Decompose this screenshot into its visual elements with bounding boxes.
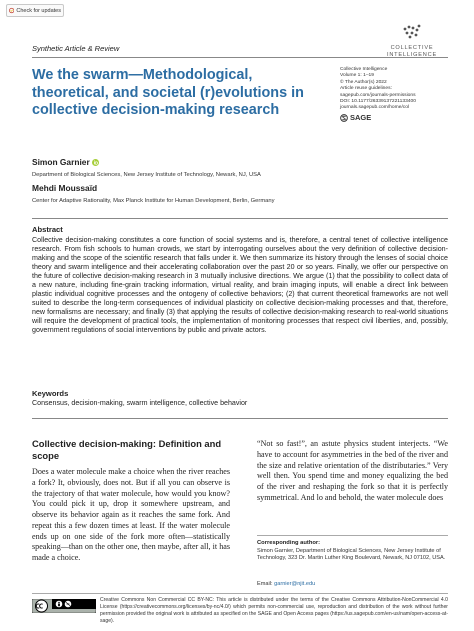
collective-intelligence-logo-icon [401,24,423,40]
sage-icon [340,114,348,122]
column-2-body-text: “Not so fast!”, an astute physics student interjects. “We have to account for asymmetries in the bed of the river and the size and relative orientation of the distributaries.” Very well then. You spend time and money equalizing the bed of the river and reshaping the fork so that it is perfectly symmetrical. And lo and behold, the water molecule does [257,439,448,502]
article-type-label: Synthetic Article & Review [32,44,120,53]
publisher-name: SAGE [350,112,372,122]
author-block-2 [32,178,275,204]
email-label: Email: [257,581,273,587]
correspondence-heading: Corresponding author: [257,540,321,546]
logo-line-2: INTELLIGENCE [386,52,437,58]
logo-line-1: COLLECTIVE [390,45,434,51]
correspondence-divider [257,535,448,536]
meta-journal-link[interactable]: journals.sagepub.com/home/col [340,105,410,111]
abstract-heading: Abstract [32,225,63,234]
meta-copyright: © The Author(s) 2022 [340,79,387,85]
author-affiliation: Center for Adaptive Rationality, Max Planck Institute for Human Development, Berlin, Germany [32,198,275,204]
publisher-logo [340,114,460,122]
abstract-divider [32,218,448,219]
abstract-text: Collective decision-making constitutes a core function of social systems and is, therefore, a central tenet of collective intelligence research. From fish schools to human crowds, we start by interrogating ourselves about the very definition of collective decision-making and the scope of the scientific research that falls under it. We then summarize its history through the lenses of social choice theory and swarm intelligence and their accelerating collaboration over the past 20 or so years. Finally, we offer our perspective on the future of collective decision-making research in 3 mutually inclusive directions. We argue (1) that the possibility to collect data of a new nature, including fine-grain tracking information, virtual reality, and brain imaging inputs, will enable a direct link between plastic individual cognitive processes and the ontogeny of collective behaviors; (2) that current theoretical frameworks are not well suited to describe the long-term consequences of individual plasticity on collective decision-making processes and that, therefore, new formalisms are necessary; and finally (3) that applying the results of collective decision-making research to real-world situations will require the development of practical tools, the implementation of monitoring processes that respect civil liberties, and, possibly, government regulations of social interventions by public and private actors. [32,236,448,335]
author-name: Simon Garnier [32,157,90,167]
check-for-updates-label: Check for updates [16,7,61,14]
author-name: Mehdi Moussaïd [32,183,98,193]
license-text: Creative Commons Non Commercial CC BY-NC: This article is distributed under the terms of the Creative Commons Attribution-NonCommercial 4.0 License (https://creativecommons.org/licenses/by-nc/4.0/) which permits non-commercial use, reproduction and distribution of the work without further permission provided the original work is attributed as specified on the SAGE and Open Access pages (https://us.sagepub.com/en-us/nam/open-access-at-sage). [100,597,448,625]
email-link[interactable]: garnier@njit.edu [274,581,316,587]
section-heading: Collective decision-making: Definition and scope [32,438,222,461]
correspondence-email-row [257,581,315,587]
body-divider [32,418,448,419]
meta-doi[interactable]: DOI: 10.1177/26339137221133400 [340,99,416,105]
section-body-text: Does a water molecule make a choice when the river reaches a fork? It, obviously, does not. But if all you can observe is the trajectory of that water molecule, how would you know? You could pick it up, drop it somewhere upstream, and observe its behavior again as it reaches the same fork. And repeat this a few dozen times at least. If the water molecule ends up on one side of the fork more often—statistically speaking—than on the other one, then maybe, after all, it has made a choice. [32,467,230,562]
journal-logo [376,24,448,59]
header-divider [32,57,448,58]
article-title: We the swarm—Methodological, theoretical, and societal (r)evolutions in collective decision-making research [32,67,304,118]
keywords-heading: Keywords [32,389,69,398]
license-divider [32,593,448,594]
journal-meta [340,67,460,122]
meta-journal: Collective Intelligence [340,67,388,72]
meta-reuse: Article reuse guidelines: [340,86,392,92]
cc-by-nc-icon[interactable] [32,599,96,613]
check-for-updates-badge[interactable] [6,4,64,17]
author-block-1 [32,152,261,178]
update-check-icon [9,6,14,15]
correspondence-address: Simon Garnier, Department of Biological Sciences, New Jersey Institute of Technology, 323 Dr. Martin Luther King Boulevard, Newark, NJ 07102, USA. [257,548,446,562]
orcid-icon[interactable] [92,159,99,166]
meta-volume: Volume 1: 1–19 [340,73,374,79]
author-affiliation: Department of Biological Sciences, New Jersey Institute of Technology, Newark, NJ, USA [32,172,261,178]
meta-permissions-link[interactable]: sagepub.com/journals-permissions [340,92,416,98]
keywords-text: Consensus, decision-making, swarm intelligence, collective behavior [32,399,248,407]
